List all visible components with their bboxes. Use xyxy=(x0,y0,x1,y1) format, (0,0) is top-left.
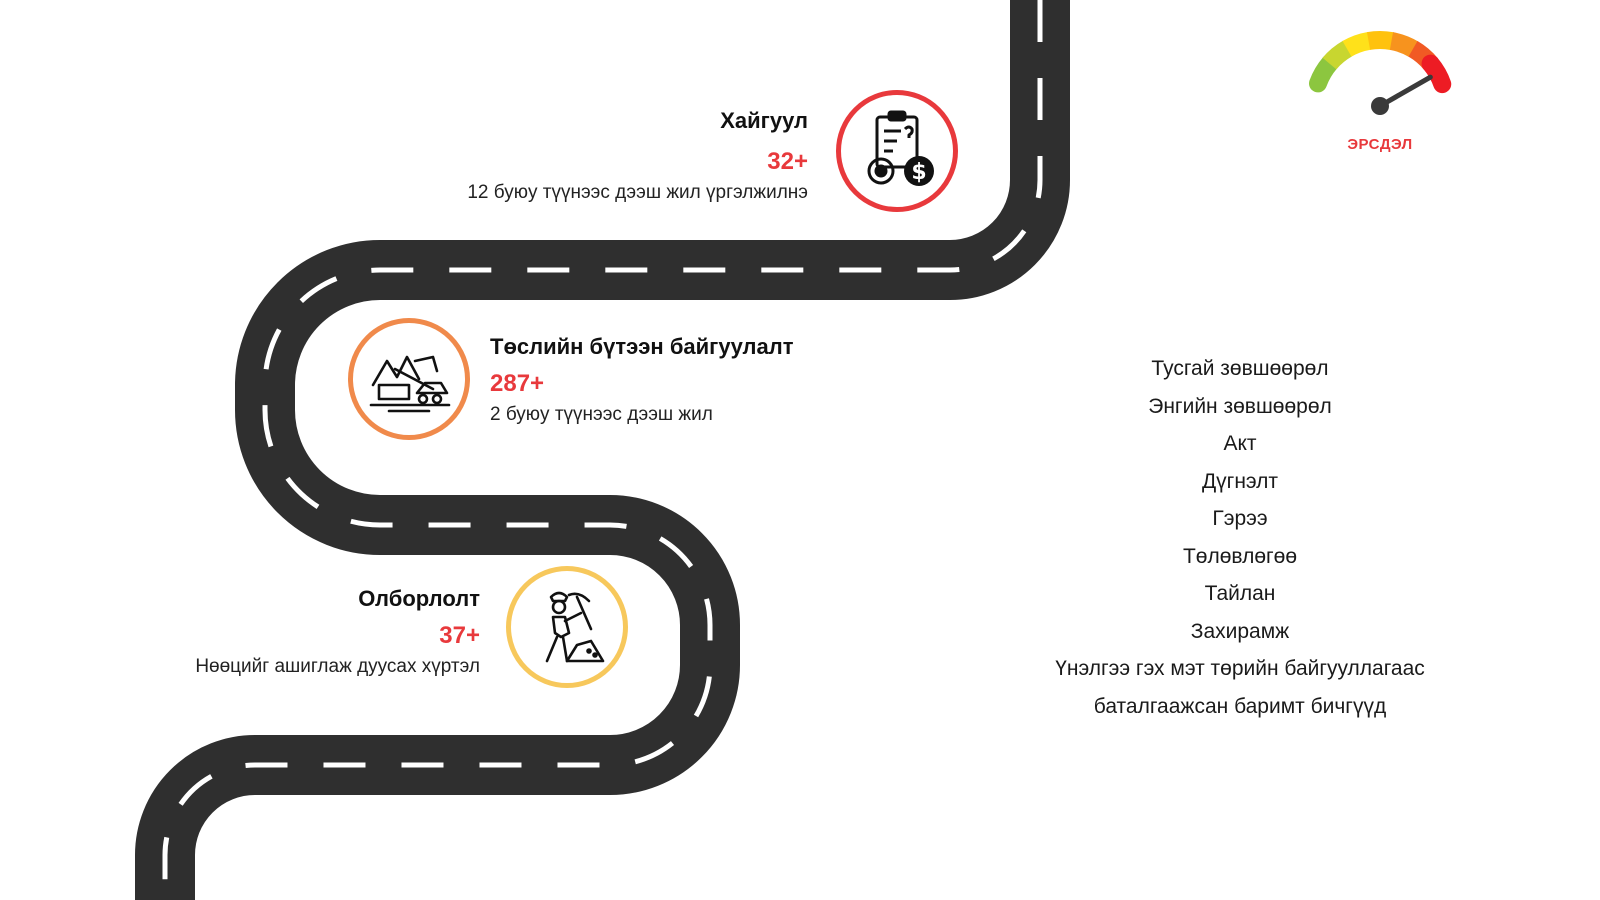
miner-pickaxe-icon xyxy=(511,571,623,683)
document-item: Үнэлгээ гэх мэт төрийн байгууллагаас xyxy=(1055,657,1425,680)
document-list xyxy=(1010,350,1470,725)
stage-description: 12 буюу түүнээс дээш жил үргэлжилнэ xyxy=(467,182,808,203)
document-item: Акт xyxy=(1223,432,1257,455)
stage-exploration-badge xyxy=(836,90,958,212)
gauge-segment xyxy=(1431,64,1443,85)
stage-description: Нөөцийг ашиглаж дуусах хүртэл xyxy=(195,656,480,677)
stage-title: Хайгуул xyxy=(720,108,808,133)
stage-description: 2 буюу түүнээс дээш жил xyxy=(490,404,713,425)
gauge-segment xyxy=(1369,40,1393,41)
document-item: Тайлан xyxy=(1204,582,1276,605)
mining-construction-icon xyxy=(353,323,465,435)
stage-construction-badge xyxy=(348,318,470,440)
stage-count: 37+ xyxy=(439,622,480,649)
document-item: Гэрээ xyxy=(1212,507,1268,530)
document-item: баталгаажсан баримт бичгүүд xyxy=(1093,694,1387,718)
document-item: Төлөвлөгөө xyxy=(1182,544,1298,568)
stage-count: 287+ xyxy=(490,370,545,397)
document-item: Захирамж xyxy=(1190,619,1290,643)
stage-count: 32+ xyxy=(767,148,808,175)
stage-extraction-badge xyxy=(506,566,628,688)
gauge-segment xyxy=(1318,63,1330,83)
gauge-hub xyxy=(1371,97,1389,115)
gauge-arcs xyxy=(1318,40,1442,84)
risk-gauge xyxy=(1300,24,1460,134)
document-item: Дүгнэлт xyxy=(1201,469,1279,493)
gauge-segment xyxy=(1329,48,1347,63)
document-item: Энгийн зөвшөөрөл xyxy=(1148,394,1332,418)
stage-exploration xyxy=(467,108,808,204)
document-item: Тусгай зөвшөөрөл xyxy=(1151,357,1329,380)
stage-construction xyxy=(490,334,794,426)
clipboard-finance-icon xyxy=(841,95,953,207)
stage-title: Олборлолт xyxy=(358,586,480,611)
stage-title: Төслийн бүтээн байгуулалт xyxy=(490,334,794,359)
gauge-segment xyxy=(1347,41,1369,49)
risk-label: ЭРСДЭЛ xyxy=(1347,136,1413,153)
svg-text:$: $ xyxy=(911,160,927,185)
gauge-segment xyxy=(1391,41,1413,49)
stage-extraction xyxy=(195,586,480,678)
